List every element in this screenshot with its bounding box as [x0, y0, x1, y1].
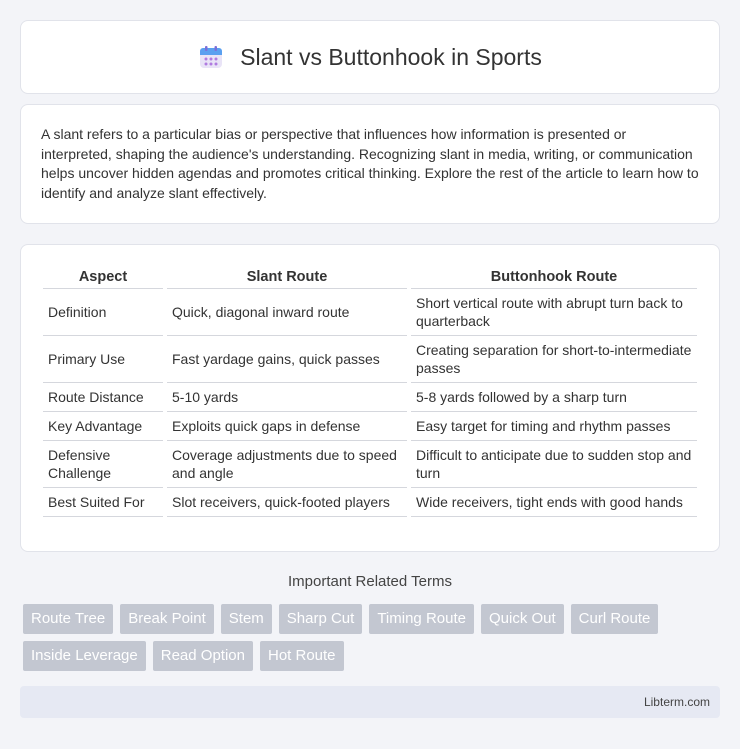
table-row: [43, 336, 697, 383]
table-cell: Wide receivers, tight ends with good hands: [411, 488, 697, 517]
tag-quick-out[interactable]: Quick Out: [481, 604, 564, 634]
comparison-card: [20, 244, 720, 552]
table-row: [43, 412, 697, 441]
table-cell: Key Advantage: [43, 412, 163, 441]
table-cell: Defensive Challenge: [43, 441, 163, 488]
table-row: [43, 441, 697, 488]
footer: [20, 686, 720, 718]
table-header-row: [43, 265, 697, 289]
footer-brand-link[interactable]: Libterm.com: [643, 695, 710, 709]
tag-inside-leverage[interactable]: Inside Leverage: [23, 641, 146, 671]
table-cell: Definition: [43, 289, 163, 336]
table-cell: Quick, diagonal inward route: [167, 289, 407, 336]
intro-text: A slant refers to a particular bias or perspective that influences how information is presented or interpreted, shaping the audience's understanding. Recognizing slant in media, writing, or communication helps uncover hidden agendas and promotes critical thinking. Explore the rest of the article to learn how to identify and analyze slant effectively.: [41, 126, 699, 201]
tag-read-option[interactable]: Read Option: [153, 641, 253, 671]
related-terms-list: [23, 604, 723, 671]
table-cell: Easy target for timing and rhythm passes: [411, 412, 697, 441]
table-row: [43, 488, 697, 517]
table-cell: Route Distance: [43, 383, 163, 412]
intro-card: [20, 104, 720, 224]
table-row: [43, 289, 697, 336]
tag-break-point[interactable]: Break Point: [120, 604, 214, 634]
column-header-aspect: Aspect: [43, 265, 163, 289]
table-cell: 5-8 yards followed by a sharp turn: [411, 383, 697, 412]
tag-stem[interactable]: Stem: [221, 604, 272, 634]
table-cell: Creating separation for short-to-intermediate passes: [411, 336, 697, 383]
table-cell: Difficult to anticipate due to sudden stop and turn: [411, 441, 697, 488]
table-cell: Best Suited For: [43, 488, 163, 517]
title-card: [20, 20, 720, 94]
tag-route-tree[interactable]: Route Tree: [23, 604, 113, 634]
table-cell: Primary Use: [43, 336, 163, 383]
page-title: Slant vs Buttonhook in Sports: [240, 43, 542, 70]
tag-sharp-cut[interactable]: Sharp Cut: [279, 604, 363, 634]
column-header-buttonhook: Buttonhook Route: [411, 265, 697, 289]
table-cell: 5-10 yards: [167, 383, 407, 412]
tag-hot-route[interactable]: Hot Route: [260, 641, 344, 671]
calendar-icon: [198, 44, 224, 70]
comparison-table: [39, 265, 701, 517]
table-cell: Exploits quick gaps in defense: [167, 412, 407, 441]
tag-curl-route[interactable]: Curl Route: [571, 604, 659, 634]
table-row: [43, 383, 697, 412]
related-terms-title: Important Related Terms: [288, 573, 452, 590]
table-cell: Fast yardage gains, quick passes: [167, 336, 407, 383]
table-cell: Short vertical route with abrupt turn back to quarterback: [411, 289, 697, 336]
column-header-slant: Slant Route: [167, 265, 407, 289]
table-cell: Slot receivers, quick-footed players: [167, 488, 407, 517]
table-cell: Coverage adjustments due to speed and angle: [167, 441, 407, 488]
tag-timing-route[interactable]: Timing Route: [369, 604, 474, 634]
